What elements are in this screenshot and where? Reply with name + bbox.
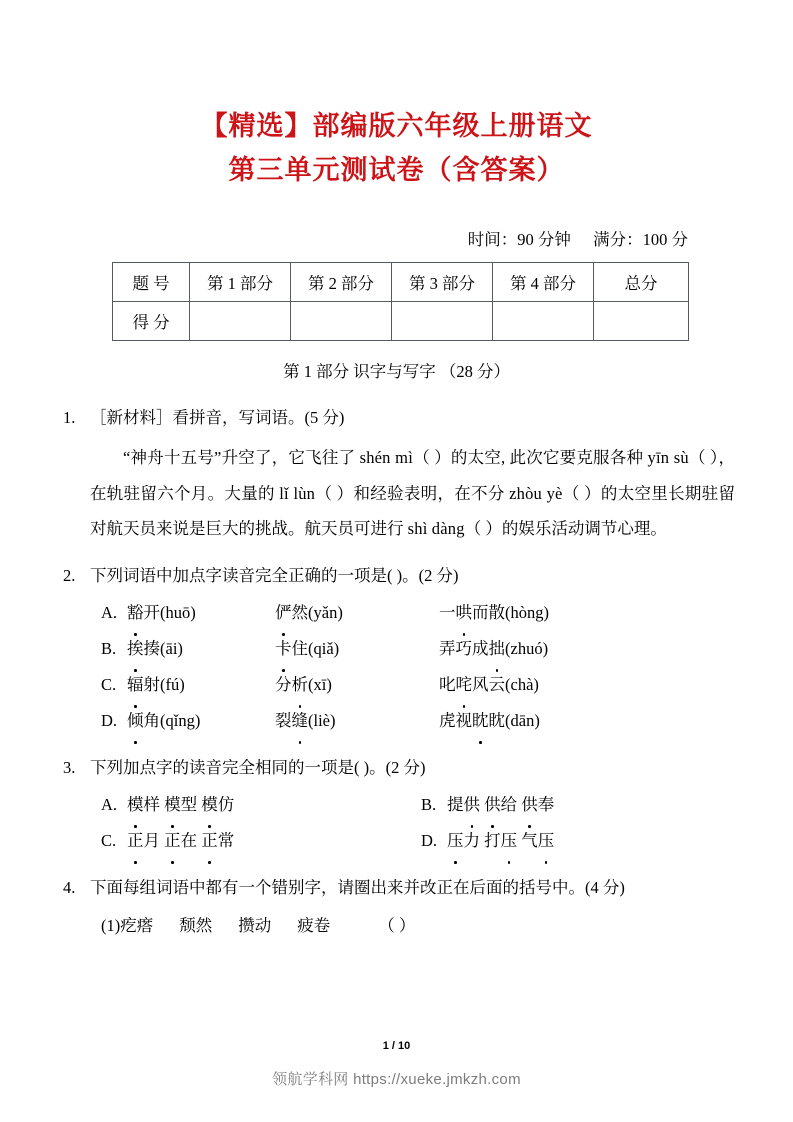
word-prefix: 虎视 [439, 710, 472, 730]
question-2-stem-row [63, 561, 735, 591]
option-c-word-2 [275, 667, 439, 703]
passage-seg-4: （ ）和经验表明，在不分 [315, 483, 510, 503]
option-row-ab [101, 787, 735, 823]
question-2 [63, 561, 735, 739]
title-line-2: 第三单元测试卷（含答案） [228, 155, 565, 185]
score-cell-part-2[interactable] [291, 302, 392, 341]
dotted-char: 拙 [489, 631, 506, 667]
word-prefix: 弄巧成 [439, 638, 489, 658]
passage-seg-5: （ ）的太空里长期驻留对航天员来说是巨大的挑战。航天员可进行 [90, 483, 736, 538]
page-title [0, 104, 793, 192]
option-a-word-1 [127, 595, 275, 631]
word-suffix: 风云(chà) [472, 674, 539, 694]
item-word-2: 颓然 [179, 915, 213, 935]
answer-bracket[interactable]: （ ） [378, 915, 416, 935]
word-suffix: 开(huō) [143, 602, 196, 622]
option-c-tag: C. [101, 830, 117, 850]
dotted-char: 正 [164, 823, 181, 859]
exam-time: 时间：90 分钟 [467, 230, 571, 249]
option-d-word-2 [275, 703, 439, 739]
question-3-number: 3. [63, 757, 76, 777]
word-suffix: (liè) [308, 710, 336, 730]
word-suffix: 样 [143, 794, 160, 814]
word-suffix: 力 [463, 830, 480, 850]
option-c[interactable] [101, 667, 735, 703]
option-b-word-1 [127, 631, 275, 667]
question-spacer-1 [63, 547, 735, 561]
question-1-passage-text [90, 440, 735, 547]
word-prefix: 叱 [439, 674, 456, 694]
score-cell-part-4[interactable] [493, 302, 594, 341]
word-prefix: 打 [484, 830, 501, 850]
option-a[interactable] [101, 787, 421, 823]
option-d[interactable] [101, 703, 735, 739]
word-prefix: 一 [439, 602, 456, 622]
question-1-passage [63, 440, 735, 547]
word-suffix: 仿 [217, 794, 235, 814]
table-row-scores [113, 302, 689, 341]
option-c-word-1 [127, 667, 275, 703]
question-3-stem: 下列加点字的读音完全相同的一项是( )。(2 分) [90, 757, 426, 777]
option-c-word-3 [439, 667, 539, 703]
dotted-char: 压 [501, 823, 518, 859]
word-suffix: 而散(hòng) [472, 602, 549, 622]
dotted-char: 正 [127, 823, 144, 859]
dotted-char: 卡 [275, 631, 292, 667]
score-cell-part-1[interactable] [190, 302, 291, 341]
option-c[interactable] [101, 823, 421, 859]
option-c-tag: C. [101, 674, 117, 694]
option-b-tag: B. [101, 638, 117, 658]
word-prefix: 裂 [275, 710, 292, 730]
question-1 [63, 403, 735, 547]
option-row-cd [101, 823, 735, 859]
exam-full-score: 满分：100 分 [593, 230, 688, 249]
option-b[interactable] [101, 631, 735, 667]
dotted-char: 哄 [456, 595, 473, 631]
word-prefix: 分 [275, 674, 292, 694]
question-1-stem-row [63, 403, 735, 433]
item-label: (1) [101, 915, 121, 935]
word-suffix: 住(qiǎ) [291, 638, 340, 658]
question-2-number: 2. [63, 565, 76, 585]
option-d-word-3 [439, 703, 540, 739]
word-suffix: 月 [143, 830, 160, 850]
word-suffix: 然(yǎn) [291, 602, 343, 622]
dotted-char: 俨 [275, 595, 292, 631]
pinyin-shi-dang: shì dàng [407, 519, 465, 538]
option-a-words [127, 787, 234, 823]
dotted-char: 压 [447, 823, 464, 859]
question-3 [63, 753, 735, 859]
question-1-number: 1. [63, 408, 76, 427]
word-prefix: 气 [521, 830, 538, 850]
option-d-tag: D. [101, 710, 118, 730]
option-b[interactable] [421, 787, 741, 823]
item-word-4: 疲卷 [297, 915, 331, 935]
site-watermark: 领航学科网 https://xueke.jmkzh.com [272, 1071, 521, 1088]
dotted-char: 模 [164, 787, 181, 823]
word-suffix: 常 [217, 830, 235, 850]
dotted-char: 供 [484, 787, 501, 823]
question-2-stem: 下列词语中加点字读音完全正确的一项是( )。(2 分) [90, 565, 459, 585]
passage-seg-3: （ ），在轨驻留六个月。大量的 [90, 448, 735, 503]
dotted-char: 豁 [127, 595, 144, 631]
word-prefix: 提 [447, 794, 464, 814]
item-word-1: 疙瘩 [120, 915, 154, 935]
option-a[interactable] [101, 595, 735, 631]
score-table [112, 262, 689, 341]
dotted-char: 模 [127, 787, 144, 823]
word-suffix: (xī) [308, 674, 332, 694]
dotted-char: 咤 [456, 667, 473, 703]
question-spacer-3 [63, 859, 735, 873]
row-label-question-number: 题 号 [113, 263, 190, 302]
word-suffix: 揍(āi) [143, 638, 183, 658]
pinyin-yin-su: yīn sù [647, 448, 689, 467]
dotted-char: 压 [538, 823, 555, 859]
pinyin-zhou-ye: zhòu yè [509, 483, 563, 503]
dotted-char: 缝 [292, 703, 309, 739]
word-suffix: (zhuó) [505, 638, 549, 658]
dotted-char: 倾 [127, 703, 144, 739]
question-4-number: 4. [63, 877, 76, 897]
dotted-char: 正 [201, 823, 218, 859]
option-b-word-2 [275, 631, 439, 667]
question-spacer-2 [63, 739, 735, 753]
table-row-header [113, 263, 689, 302]
option-d-word-1 [127, 703, 275, 739]
option-b-words [447, 787, 554, 823]
dotted-char: 析 [292, 667, 309, 703]
option-d-tag: D. [421, 830, 438, 850]
option-a-word-2 [275, 595, 439, 631]
column-part-4: 第 4 部分 [493, 263, 594, 302]
passage-seg-6: （ ）的娱乐活动调节心理。 [464, 519, 667, 538]
question-1-stem: ［新材料］看拼音，写词语。(5 分) [90, 408, 345, 427]
option-a-word-3 [439, 595, 549, 631]
option-b-tag: B. [421, 794, 437, 814]
title-line-1: 【精选】部编版六年级上册语文 [200, 111, 593, 141]
dotted-char: 供 [464, 787, 481, 823]
row-label-score: 得 分 [113, 302, 190, 341]
column-part-3: 第 3 部分 [392, 263, 493, 302]
column-total: 总分 [594, 263, 689, 302]
column-part-1: 第 1 部分 [190, 263, 291, 302]
dotted-char: 供 [521, 787, 538, 823]
section-heading: 第 1 部分 识字与写字 （28 分） [283, 362, 510, 381]
word-suffix: 眈(dān) [488, 710, 540, 730]
passage-seg-1: “神舟十五号”升空了，它飞往了 [123, 448, 360, 467]
question-2-options [63, 595, 735, 739]
option-a-tag: A. [101, 794, 118, 814]
question-4-stem-row [63, 873, 735, 903]
question-4-stem: 下面每组词语中都有一个错别字，请圈出来并改正在后面的括号中。(4 分) [90, 877, 625, 897]
question-3-stem-row [63, 753, 735, 783]
question-3-options [63, 787, 735, 859]
option-b-word-3 [439, 631, 548, 667]
question-4-item-1[interactable] [63, 909, 735, 943]
dotted-char: 眈 [472, 703, 489, 739]
score-cell-total[interactable] [594, 302, 689, 341]
exam-meta [468, 228, 688, 252]
passage-seg-2: （ ）的太空, 此次它要克服各种 [412, 448, 648, 467]
word-suffix: 角(qǐng) [143, 710, 201, 730]
word-suffix: 在 [180, 830, 198, 850]
item-word-3: 攒动 [238, 915, 272, 935]
question-4 [63, 873, 735, 943]
option-c-words [127, 823, 234, 859]
pinyin-li-lun: lǐ lùn [279, 483, 316, 503]
word-suffix: 射(fú) [143, 674, 185, 694]
page-number: 1 / 10 [382, 1040, 411, 1052]
dotted-char: 挨 [127, 631, 144, 667]
option-d-words [447, 823, 554, 859]
dotted-char: 辐 [127, 667, 144, 703]
column-part-2: 第 2 部分 [291, 263, 392, 302]
option-d[interactable] [421, 823, 741, 859]
word-suffix: 给 [500, 794, 518, 814]
dotted-char: 模 [201, 787, 218, 823]
word-suffix: 型 [180, 794, 198, 814]
pinyin-shen-mi: shén mì [359, 448, 413, 467]
question-list [63, 403, 735, 943]
word-suffix: 奉 [537, 794, 555, 814]
option-a-tag: A. [101, 602, 118, 622]
score-cell-part-3[interactable] [392, 302, 493, 341]
